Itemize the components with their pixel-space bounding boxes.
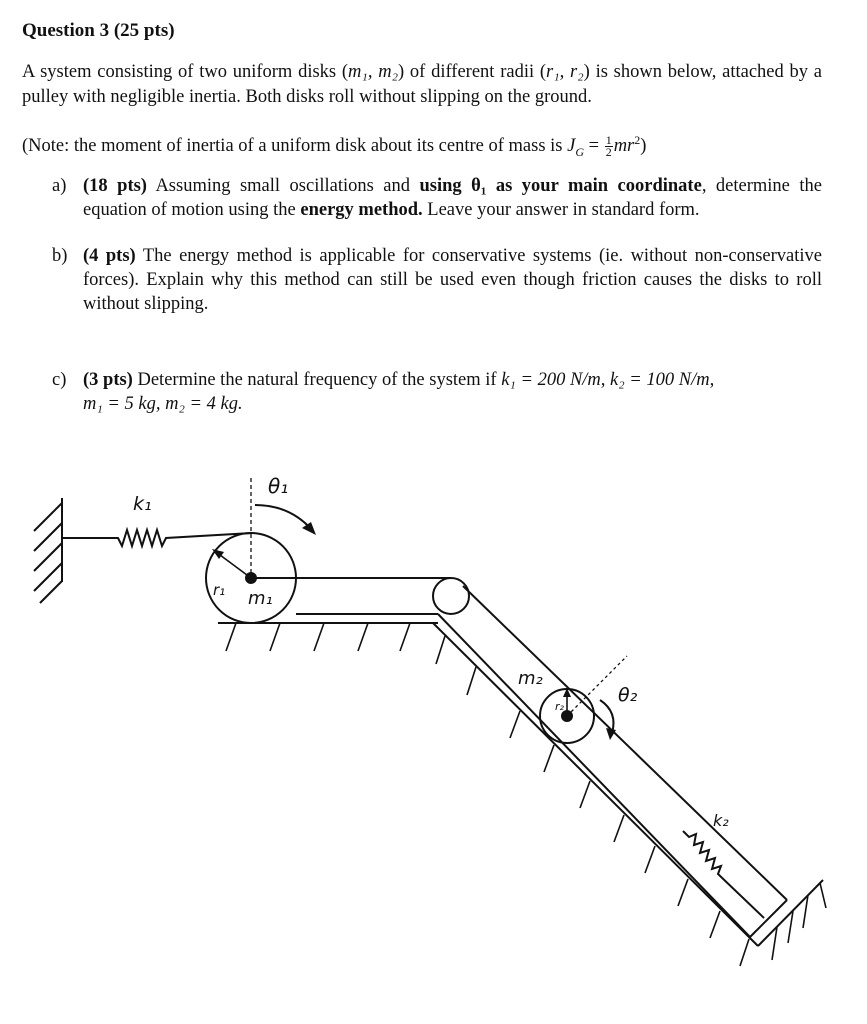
part-c-points: (3 pts) xyxy=(83,370,133,390)
label-k2: k₂ xyxy=(713,811,729,830)
part-c-values-2: m₁ = 5 kg, m₂ = 4 kg. xyxy=(83,394,243,414)
part-a-points: (18 pts) xyxy=(83,176,147,196)
ground-inclined xyxy=(433,623,758,946)
label-r2: r₂ xyxy=(555,700,564,713)
masses-symbols: m₁, m₂ xyxy=(348,62,398,82)
inertia-symbol: J xyxy=(567,136,576,157)
disk-1-centre xyxy=(245,572,257,584)
label-theta1: θ₁ xyxy=(268,474,289,498)
part-a: a) (18 pts) Assuming small oscillations and using θ₁ as your main coordinate, determine the equation of motion using the energy method. Leave your answer in standard form. xyxy=(52,176,822,220)
part-b-label: b) xyxy=(52,246,68,266)
link-inclined-bottom xyxy=(438,614,750,937)
label-m2: m₂ xyxy=(518,668,543,689)
link-inclined-end xyxy=(750,900,787,937)
part-a-label: a) xyxy=(52,176,67,196)
pulley xyxy=(433,578,469,614)
spring-k2 xyxy=(683,831,764,918)
part-a-coordinate: using θ₁ as your main coordinate xyxy=(419,176,702,196)
part-b-points: (4 pts) xyxy=(83,246,136,266)
part-b: b) (4 pts) The energy method is applicable for conservative systems (ie. without non-conservative forces). Explain why this method can still be used even though friction causes the disks to roll without slipping. xyxy=(52,246,822,314)
intro-paragraph: A system consisting of two uniform disks (m₁, m₂) of different radii (r₁, r₂) is shown below, attached by a pulley with negligible inertia. Both disks roll without slipping on the ground. xyxy=(22,62,822,107)
theta1-arrow xyxy=(255,505,312,530)
ground-horizontal-hatching xyxy=(226,623,410,651)
mechanism-diagram xyxy=(0,440,867,1024)
label-theta2: θ₂ xyxy=(618,684,638,706)
left-wall-hatching xyxy=(34,503,62,603)
theta2-arrow xyxy=(600,700,614,733)
note-paragraph: (Note: the moment of inertia of a uniform disk about its centre of mass is $J_G$ = $\frac{1}{2}$ $mr^2$) xyxy=(22,133,647,160)
ground-inclined-hatching xyxy=(436,636,749,966)
right-wall xyxy=(758,880,823,946)
link-inclined-top xyxy=(463,586,787,900)
part-a-method: energy method. xyxy=(300,200,423,220)
label-k1: k₁ xyxy=(133,493,152,515)
one-half-fraction: $\frac{1}{2}$ xyxy=(605,133,612,160)
radii-symbols: r₁, r₂ xyxy=(546,62,584,82)
part-c-values-1: k₁ = 200 N/m, k₂ = 100 N/m, xyxy=(501,370,715,390)
part-c: c) (3 pts) Determine the natural frequency of the system if k₁ = 200 N/m, k₂ = 100 N/m, m₁ = 5 kg, m₂ = 4 kg. xyxy=(52,370,715,414)
question-heading: Question 3 (25 pts) xyxy=(22,20,175,41)
label-r1: r₁ xyxy=(213,581,226,599)
part-c-label: c) xyxy=(52,370,67,390)
label-m1: m₁ xyxy=(248,588,273,609)
radius-r1 xyxy=(216,552,251,578)
